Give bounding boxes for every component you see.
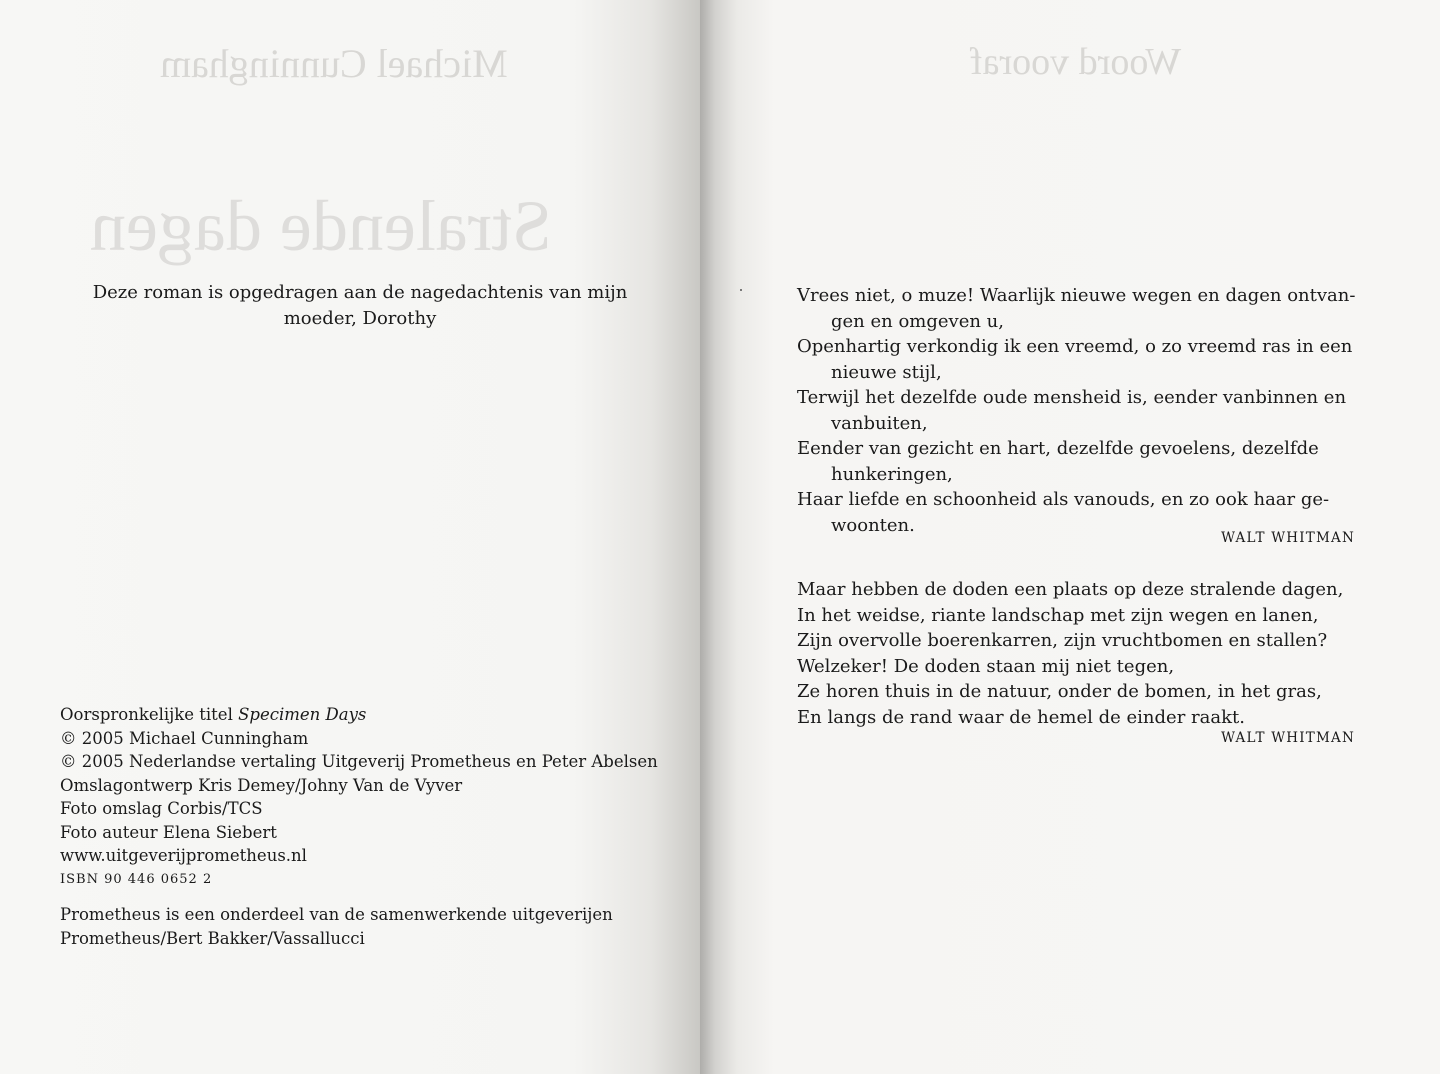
copyright-original: © 2005 Michael Cunningham (60, 728, 309, 748)
left-page (0, 0, 700, 1074)
epigraph-poem-2 (797, 577, 1357, 730)
bleed-through-author: Michael Cunningham (160, 41, 508, 86)
poem-line: Zijn overvolle boerenkarren, zijn vruchtbomen en stallen? (797, 630, 1328, 651)
publisher-website: www.uitgeverijprometheus.nl (60, 846, 307, 865)
poem-line: Vrees niet, o muze! Waarlijk nieuwe wegen en dagen ontvan- (797, 285, 1356, 306)
poem-line: hunkeringen, (831, 463, 953, 485)
epigraph-attribution-1: WALT WHITMAN (1221, 530, 1355, 546)
bleed-through-header: Woord vooraf (970, 41, 1182, 83)
colophon (60, 703, 658, 891)
dedication-line-1: Deze roman is opgedragen aan de nagedachtenis van mijn (92, 282, 628, 303)
cover-photo-credit: Foto omslag Corbis/TCS (60, 799, 263, 818)
original-title-line (60, 703, 658, 727)
poem-line: woonten. (831, 514, 915, 536)
poem-line: In het weidse, riante landschap met zijn wegen en lanen, (797, 604, 1319, 626)
publisher-note-line-1: Prometheus is een onderdeel van de samenwerkende uitgeverijen (60, 905, 613, 924)
copyright-translation: © 2005 Nederlandse vertaling Uitgeverij Prometheus en Peter Abelsen (60, 752, 658, 771)
original-title-label: Oorspronkelijke titel (60, 705, 239, 724)
paper-speck (740, 289, 742, 291)
poem-line: Welzeker! De doden staan mij niet tegen, (797, 655, 1175, 677)
epigraph-poem-1 (797, 283, 1357, 538)
isbn: ISBN 90 446 0652 2 (60, 871, 213, 887)
poem-line: Haar liefde en schoonheid als vanouds, en zo ook haar ge- (797, 489, 1330, 510)
original-title: Specimen Days (238, 705, 367, 724)
bleed-through-title: Stralende dagen (90, 186, 552, 266)
publisher-note-line-2: Prometheus/Bert Bakker/Vassallucci (60, 928, 365, 948)
poem-line: Terwijl het dezelfde oude mensheid is, eender vanbinnen en (797, 387, 1347, 408)
epigraph-attribution-2: WALT WHITMAN (1221, 730, 1355, 746)
poem-line: gen en omgeven u, (831, 310, 1004, 332)
poem-line: nieuwe stijl, (831, 361, 942, 383)
cover-design-credit: Omslagontwerp Kris Demey/Johny Van de Vyver (60, 775, 463, 795)
poem-line: Openhartig verkondig ik een vreemd, o zo vreemd ras in een (797, 336, 1353, 357)
dedication (60, 280, 660, 332)
author-photo-credit: Foto auteur Elena Siebert (60, 822, 277, 842)
poem-line: vanbuiten, (831, 412, 928, 434)
poem-line: Ze horen thuis in de natuur, onder de bomen, in het gras, (797, 681, 1322, 702)
poem-line: En langs de rand waar de hemel de einder raakt. (797, 706, 1245, 728)
dedication-line-2: moeder, Dorothy (283, 308, 437, 329)
right-page (700, 0, 1440, 1074)
publisher-note (60, 903, 613, 950)
poem-line: Eender van gezicht en hart, dezelfde gevoelens, dezelfde (797, 438, 1319, 459)
poem-line: Maar hebben de doden een plaats op deze stralende dagen, (797, 579, 1344, 600)
